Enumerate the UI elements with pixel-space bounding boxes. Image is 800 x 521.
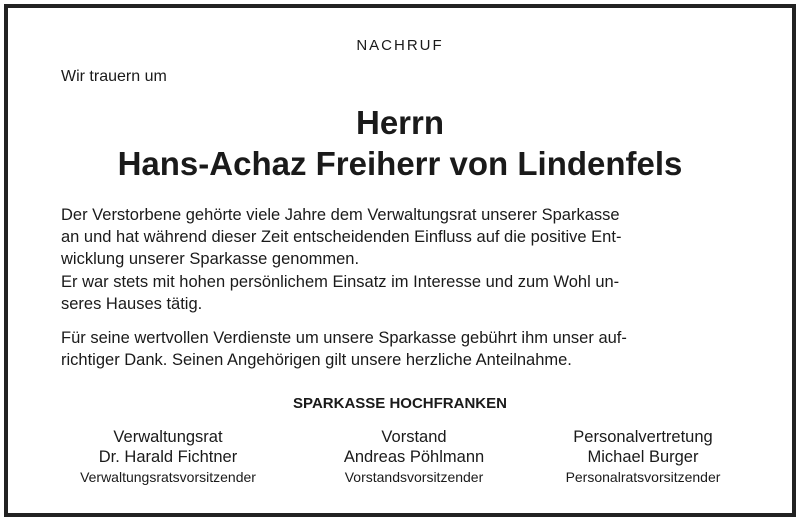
organization-name: SPARKASSE HOCHFRANKEN bbox=[293, 395, 507, 412]
paragraph-line: Für seine wertvollen Verdienste um unsere Sparkasse gebührt ihm unser auf- bbox=[61, 329, 627, 347]
notice-header: NACHRUF bbox=[356, 37, 444, 54]
paragraph-2 bbox=[61, 271, 751, 315]
signatory-role: Verwaltungsrat bbox=[113, 428, 223, 446]
signatory-title: Verwaltungsratsvorsitzender bbox=[80, 469, 256, 485]
paragraph-line: richtiger Dank. Seinen Angehörigen gilt unsere herzliche Anteilnahme. bbox=[61, 351, 572, 369]
paragraph-line: an und hat während dieser Zeit entscheidenden Einfluss auf die positive Ent- bbox=[61, 228, 622, 246]
signatory-name: Dr. Harald Fichtner bbox=[98, 448, 238, 466]
signatory-column bbox=[513, 427, 773, 487]
deceased-salutation: Herrn bbox=[355, 104, 445, 141]
signatory-column bbox=[38, 427, 298, 487]
signatory-title: Vorstandsvorsitzender bbox=[344, 469, 484, 485]
deceased-name: Hans-Achaz Freiherr von Lindenfels bbox=[117, 145, 683, 182]
intro-text: Wir trauern um bbox=[61, 68, 167, 85]
signatory-name: Michael Burger bbox=[587, 448, 699, 466]
paragraph-3 bbox=[61, 327, 751, 371]
signatory-role: Personalvertretung bbox=[573, 428, 713, 446]
paragraph-line: wicklung unserer Sparkasse genommen. bbox=[61, 250, 360, 268]
paragraph-line: Er war stets mit hohen persönlichem Einsatz im Interesse und zum Wohl un- bbox=[61, 273, 620, 291]
signatory-name: Andreas Pöhlmann bbox=[343, 448, 485, 466]
paragraph-line: Der Verstorbene gehörte viele Jahre dem Verwaltungsrat unserer Sparkasse bbox=[61, 206, 620, 224]
signatory-role: Vorstand bbox=[381, 428, 447, 446]
paragraph-1 bbox=[61, 204, 751, 270]
signatory-column bbox=[284, 427, 544, 487]
signatory-title: Personalratsvorsitzender bbox=[565, 469, 721, 485]
paragraph-line: seres Hauses tätig. bbox=[61, 295, 203, 313]
